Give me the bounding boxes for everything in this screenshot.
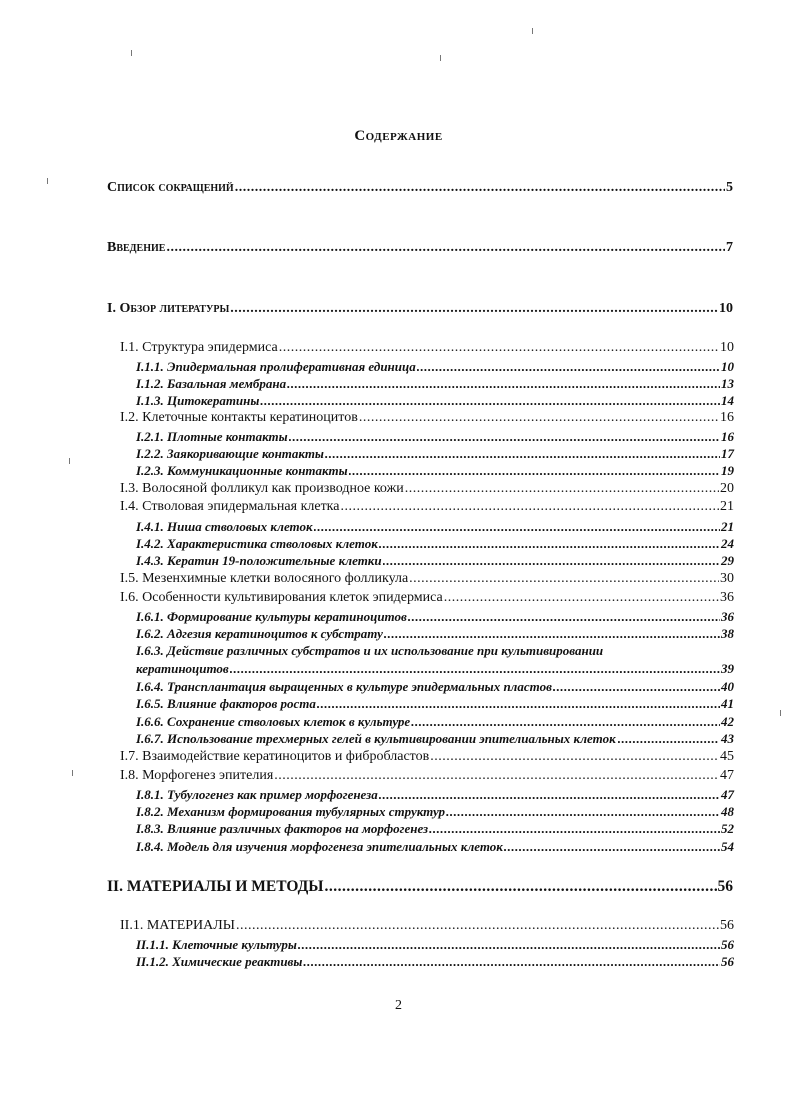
toc-entry: II.1.1. Клеточные культуры ..... 56 xyxy=(136,937,734,953)
scan-speck xyxy=(780,710,781,716)
toc-entry: I.2.2. Заякоривающие контакты ..... 17 xyxy=(136,446,734,462)
toc-entry: I.4. Стволовая эпидермальная клетка ..... 21 xyxy=(120,499,734,515)
toc-entry: кератиноцитов ..... 39 xyxy=(136,661,734,677)
toc-entry: I.8.3. Влияние различных факторов на морфогенез ..... 52 xyxy=(136,821,734,837)
toc-entry: I.6.7. Использование трехмерных гелей в культивировании эпителиальных клеток ..... 43 xyxy=(136,731,734,747)
toc-entry: I.7. Взаимодействие кератиноцитов и фибробластов ..... 45 xyxy=(120,749,734,765)
toc-entry-line1: I.6.3. Действие различных субстратов и их использование при культивировании xyxy=(136,643,604,658)
toc-entry: I.4.3. Кератин 19-положительные клетки ..... 29 xyxy=(136,553,734,569)
toc-entry: I.2.1. Плотные контакты ..... 16 xyxy=(136,429,734,445)
page-number: 2 xyxy=(395,998,402,1013)
toc-entry: I.1.1. Эпидермальная пролиферативная единица ..... 10 xyxy=(136,359,734,375)
toc-entry: I.6.6. Сохранение стволовых клеток в культуре ..... 42 xyxy=(136,714,734,730)
toc-entry: II.1.2. Химические реактивы ..... 56 xyxy=(136,954,734,970)
scan-speck xyxy=(440,55,441,61)
toc-entry: I.8. Морфогенез эпителия ..... 47 xyxy=(120,768,734,784)
scan-speck xyxy=(131,50,132,56)
toc-entry: I. Обзор литературы ..... 10 xyxy=(107,301,733,317)
toc-entry: I.8.2. Механизм формирования тубулярных структур ..... 48 xyxy=(136,804,734,820)
toc-entry: I.4.2. Характеристика стволовых клеток ..... 24 xyxy=(136,536,734,552)
toc-entry: I.6.2. Адгезия кератиноцитов к субстрату ..... 38 xyxy=(136,626,734,642)
toc-entry: I.3. Волосяной фолликул как производное кожи ..... 20 xyxy=(120,481,734,497)
toc-entry: II. МАТЕРИАЛЫ И МЕТОДЫ ..... 56 xyxy=(107,878,733,896)
toc-entry: Введение ..... 7 xyxy=(107,240,733,256)
scan-speck xyxy=(47,178,48,184)
scan-speck xyxy=(69,458,70,464)
toc-entry: I.6.4. Трансплантация выращенных в культуре эпидермальных пластов ..... 40 xyxy=(136,679,734,695)
toc-entry: I.8.4. Модель для изучения морфогенеза эпителиальных клеток ..... 54 xyxy=(136,839,734,855)
toc-entry: I.1. Структура эпидермиса ..... 10 xyxy=(120,340,734,356)
toc-entry: I.2. Клеточные контакты кератиноцитов ..... 16 xyxy=(120,410,734,426)
toc-entry: I.6.5. Влияние факторов роста ..... 41 xyxy=(136,696,734,712)
toc-entry: I.5. Мезенхимные клетки волосяного фолликула ..... 30 xyxy=(120,571,734,587)
toc-entry: I.2.3. Коммуникационные контакты ..... 19 xyxy=(136,463,734,479)
scan-speck xyxy=(532,28,533,34)
toc-entry: Список сокращений ..... 5 xyxy=(107,180,733,196)
toc-entry: I.1.2. Базальная мембрана ..... 13 xyxy=(136,376,734,392)
toc-entry: I.8.1. Тубулогенез как пример морфогенеза ..... 47 xyxy=(136,787,734,803)
toc-entry: I.6. Особенности культивирования клеток эпидермиса ..... 36 xyxy=(120,590,734,606)
toc-title: Содержание xyxy=(354,128,443,144)
toc-entry: I.1.3. Цитокератины ..... 14 xyxy=(136,393,734,409)
toc-entry: II.1. МАТЕРИАЛЫ ..... 56 xyxy=(120,918,734,934)
toc-entry: I.4.1. Ниша стволовых клеток ..... 21 xyxy=(136,519,734,535)
scan-speck xyxy=(72,770,73,776)
toc-entry: I.6.1. Формирование культуры кератиноцитов ..... 36 xyxy=(136,609,734,625)
